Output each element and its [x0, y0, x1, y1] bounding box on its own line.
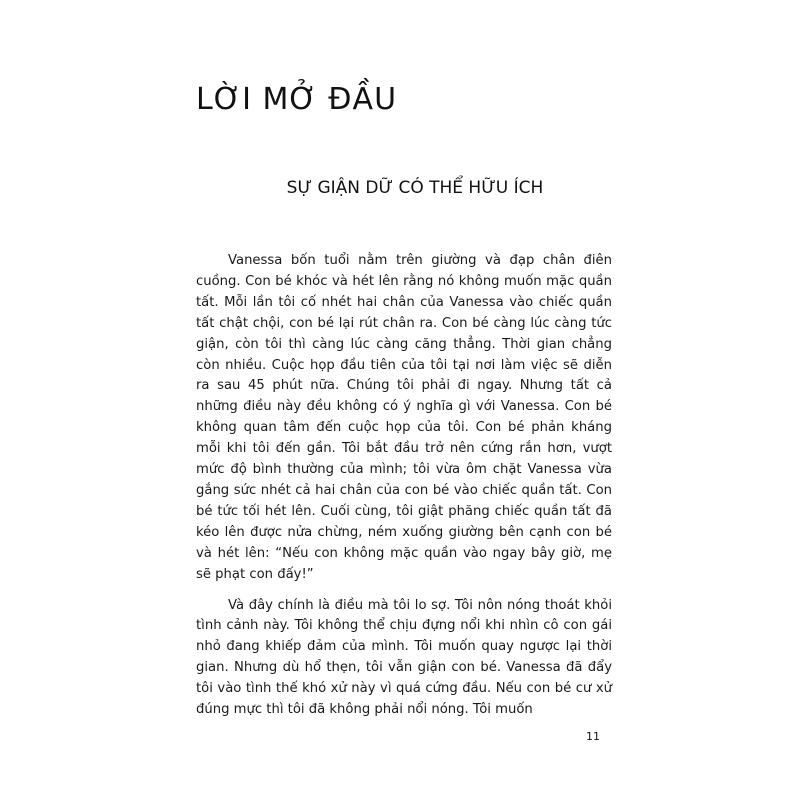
- paragraph: Và đây chính là điều mà tôi lo sợ. Tôi nôn nóng thoát khỏi tình cảnh này. Tôi không thể chịu đựng nổi khi nhìn cô con gái nhỏ đang khiếp đảm của mình. Tôi muốn quay ngược lại thời gian. Nhưng dù hổ thẹn, tôi vẫn giận con bé. Vanessa đã đẩy tôi vào tình thế khó xử này vì quá cứng đầu. Nếu con bé cư xử đúng mực thì tôi đã không phải nổi nóng. Tôi muốn: [196, 597, 612, 718]
- section-subtitle: SỰ GIẬN DỮ CÓ THỂ HỮU ÍCH: [286, 178, 544, 198]
- chapter-title: LỜI MỞ ĐẦU: [196, 82, 398, 117]
- paragraph: Vanessa bốn tuổi nằm trên giường và đạp chân điên cuồng. Con bé khóc và hét lên rằng nó không muốn mặc quần tất. Mỗi lần tôi cố nhét hai chân của Vanessa vào chiếc quần tất chật chội, con bé lại rút chân ra. Con bé càng lúc càng tức giận, còn tôi thì càng lúc càng căng thẳng. Thời gian chẳng còn nhiều. Cuộc họp đầu tiên của tôi tại nơi làm việc sẽ diễn ra sau 45 phút nữa. Chúng tôi phải đi ngay. Nhưng tất cả những điều này đều không có ý nghĩa gì với Vanessa. Con bé không quan tâm đến cuộc họp của tôi. Con bé phản kháng mỗi khi tôi đến gần. Tôi bắt đầu trở nên cứng rắn hơn, vượt mức độ bình thường của mình; tôi vừa ôm chặt Vanessa vừa gắng sức nhét cả hai chân của con bé vào chiếc quần tất. Con bé tức tối hét lên. Cuối cùng, tôi giật phăng chiếc quần tất đã kéo lên được nửa chừng, ném xuống giường bên cạnh con bé và hét lên: “Nếu con không mặc quần vào ngay bây giờ, mẹ sẽ phạt con đấy!”: [196, 253, 612, 582]
- page-number: 11: [586, 730, 600, 743]
- body-text: [196, 251, 612, 721]
